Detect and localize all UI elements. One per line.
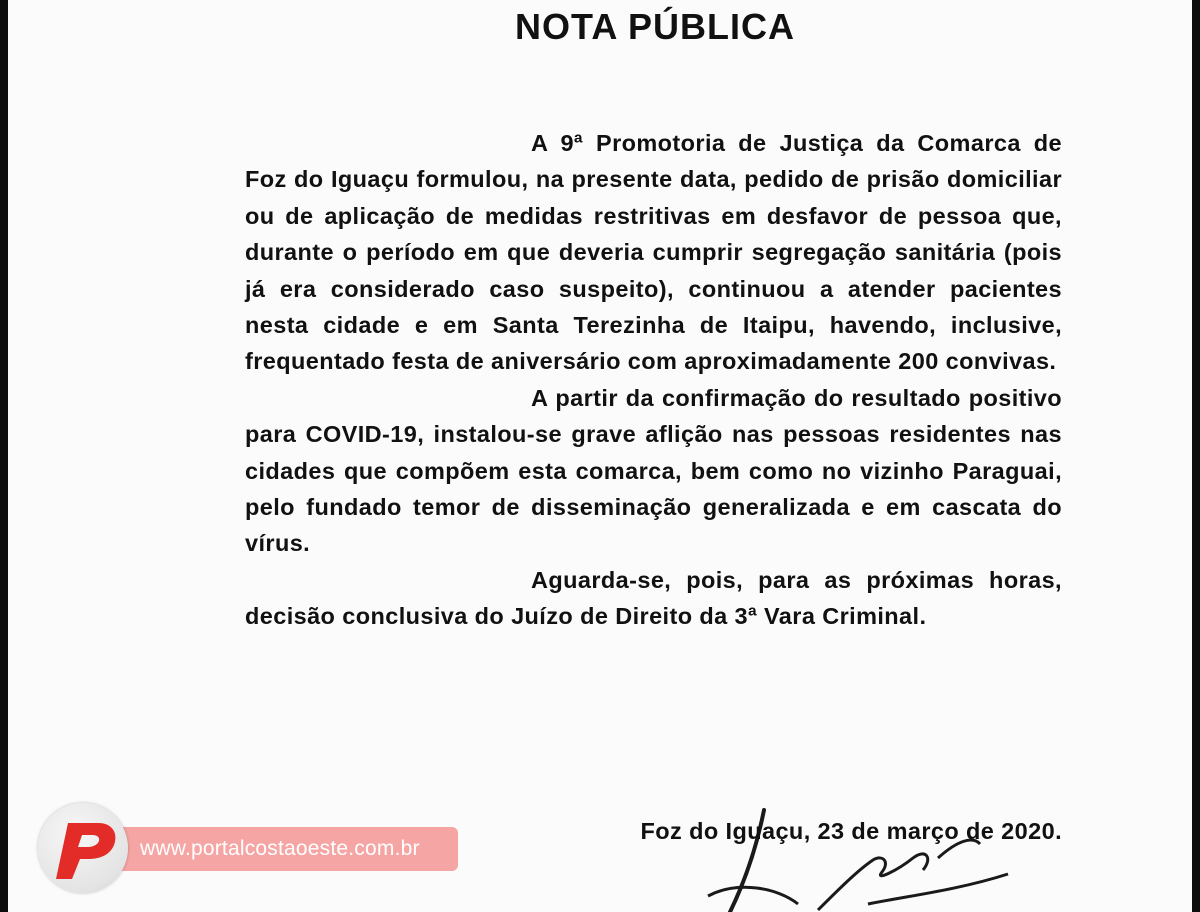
watermark-url: www.portalcostaoeste.com.br bbox=[140, 837, 420, 860]
portal-watermark bbox=[38, 803, 468, 895]
document-body bbox=[245, 125, 1062, 635]
signature-icon bbox=[668, 800, 1028, 912]
portal-p-logo-icon bbox=[48, 813, 122, 887]
left-frame-border bbox=[0, 0, 8, 912]
document-page bbox=[8, 0, 1192, 912]
paragraph-3: Aguarda-se, pois, para as próximas horas, decisão conclusiva do Juízo de Direito da 3ª Vara Criminal. bbox=[245, 566, 1062, 630]
logo-badge bbox=[38, 803, 128, 893]
paragraph-2: A partir da confirmação do resultado positivo para COVID-19, instalou-se grave aflição nas pessoas residentes nas cidades que compõem esta comarca, bem como no vizinho Paraguai, pelo fundado temor de disseminação generalizada e em cascata do vírus. bbox=[245, 384, 1062, 557]
paragraph-1: A 9ª Promotoria de Justiça da Comarca de Foz do Iguaçu formulou, na presente data, pedido de prisão domiciliar ou de aplicação de medidas restritivas em desfavor de pessoa que, durante o período em que deveria cumprir segregação sanitária (pois já era considerado caso suspeito), continuou a atender pacientes nesta cidade e em Santa Terezinha de Itaipu, havendo, inclusive, frequentado festa de aniversário com aproximadamente 200 convivas. bbox=[245, 130, 1062, 375]
date-line: Foz do Iguaçu, 23 de março de 2020. bbox=[640, 818, 1062, 844]
right-frame-border bbox=[1192, 0, 1200, 912]
document-title: NOTA PÚBLICA bbox=[515, 6, 795, 47]
watermark-url-bar bbox=[120, 827, 458, 871]
